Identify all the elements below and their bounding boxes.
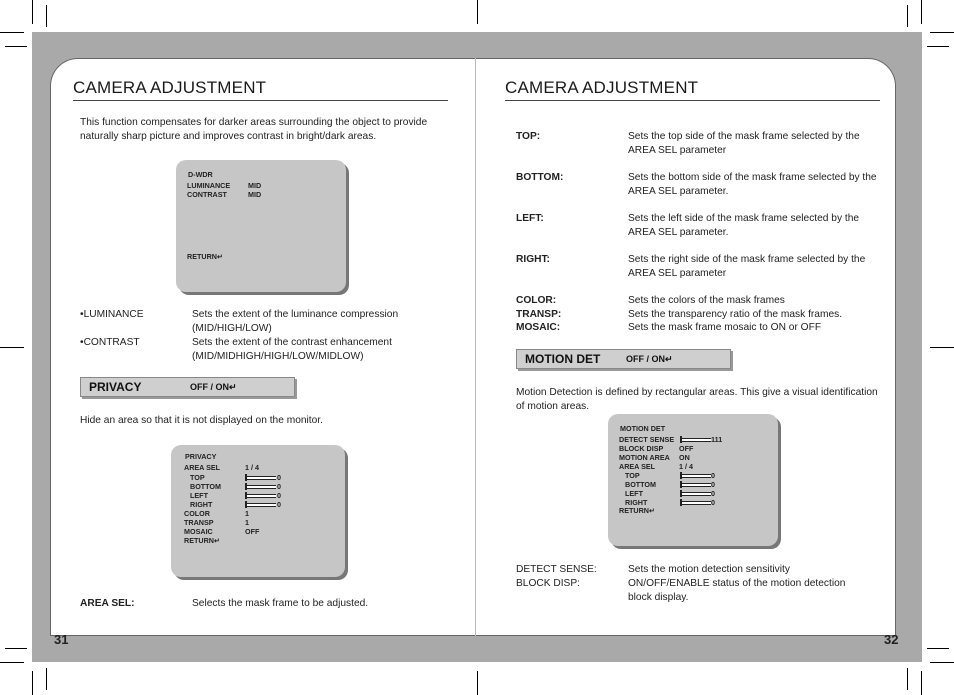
page-number: 31	[54, 632, 69, 647]
detect-sense-slider	[681, 438, 711, 442]
osd-label: RIGHT	[625, 498, 648, 507]
desc-bottom: Sets the bottom side of the mask frame selected by the	[628, 172, 877, 183]
page-title: CAMERA ADJUSTMENT	[505, 78, 699, 97]
left-slider	[681, 492, 711, 496]
right-slider	[246, 503, 276, 507]
crop-mark	[0, 662, 24, 663]
osd-value: ON	[679, 453, 690, 462]
osd-value: OFF	[679, 444, 694, 453]
osd-label: COLOR	[184, 509, 210, 518]
crop-mark	[927, 648, 949, 649]
desc-luminance: (MID/HIGH/LOW)	[192, 323, 272, 334]
crop-mark	[921, 671, 922, 695]
top-slider	[681, 474, 711, 478]
osd-label: BOTTOM	[190, 482, 222, 491]
term-mosaic: MOSAIC:	[516, 322, 561, 333]
osd-value: MID	[248, 190, 262, 199]
osd-value: 0	[711, 498, 715, 507]
bottom-slider	[681, 483, 711, 487]
crop-mark	[921, 0, 922, 24]
term-luminance: •LUMINANCE	[80, 309, 144, 320]
osd-value: 0	[277, 500, 281, 509]
desc-block-disp: ON/OFF/ENABLE status of the motion detection	[628, 578, 846, 589]
crop-mark	[927, 46, 949, 47]
osd-value: 1	[245, 509, 249, 518]
crop-mark	[930, 347, 954, 348]
crop-mark	[5, 648, 27, 649]
crop-mark	[0, 347, 24, 348]
crop-mark	[907, 668, 908, 690]
osd-value: 0	[277, 473, 281, 482]
banner-title: PRIVACY	[89, 380, 142, 394]
desc-area-sel: Selects the mask frame to be adjusted.	[192, 598, 369, 609]
privacy-osd-menu	[171, 445, 345, 577]
osd-value: 1	[245, 518, 249, 527]
osd-label: TRANSP	[184, 518, 214, 527]
osd-title: PRIVACY	[185, 452, 217, 461]
osd-value: MID	[248, 181, 262, 190]
term-area-sel: AREA SEL:	[80, 598, 135, 609]
left-slider	[246, 494, 276, 498]
motion-intro: of motion areas.	[516, 401, 590, 412]
term-right: RIGHT:	[516, 254, 550, 265]
osd-return: RETURN↵	[187, 252, 223, 261]
desc-left: AREA SEL parameter.	[628, 227, 729, 238]
desc-block-disp: block display.	[628, 592, 689, 603]
osd-label: MOTION AREA	[619, 453, 670, 462]
osd-label: AREA SEL	[619, 462, 656, 471]
right-slider	[681, 501, 711, 505]
desc-detect-sense: Sets the motion detection sensitivity	[628, 564, 790, 575]
crop-mark	[32, 0, 33, 24]
bottom-slider	[246, 485, 276, 489]
desc-right: AREA SEL parameter	[628, 268, 727, 279]
page-spine	[475, 58, 476, 636]
term-color: COLOR:	[516, 295, 557, 306]
term-bottom: BOTTOM:	[516, 172, 564, 183]
osd-title: D-WDR	[188, 170, 213, 179]
crop-mark	[46, 668, 47, 690]
crop-mark	[907, 5, 908, 27]
title-rule	[505, 100, 880, 101]
term-detect-sense: DETECT SENSE:	[516, 564, 597, 575]
desc-right: Sets the right side of the mask frame selected by the	[628, 254, 866, 265]
crop-mark	[0, 32, 24, 33]
crop-mark	[32, 671, 33, 695]
osd-value: 0	[711, 471, 715, 480]
intro-line: This function compensates for darker areas surrounding the object to provide	[80, 117, 428, 128]
desc-transp: Sets the transparency ratio of the mask frames.	[628, 309, 843, 320]
term-contrast: •CONTRAST	[80, 337, 140, 348]
term-top: TOP:	[516, 131, 541, 142]
osd-label: TOP	[190, 473, 205, 482]
term-transp: TRANSP:	[516, 309, 562, 320]
crop-mark	[930, 32, 954, 33]
crop-mark	[46, 5, 47, 27]
osd-value: 0	[711, 489, 715, 498]
desc-top: AREA SEL parameter	[628, 145, 727, 156]
motion-det-osd-menu	[608, 414, 778, 546]
desc-color: Sets the colors of the mask frames	[628, 295, 785, 306]
banner-setting: OFF / ON↵	[190, 382, 237, 392]
page-title: CAMERA ADJUSTMENT	[73, 78, 267, 97]
osd-value: 1 / 4	[245, 463, 259, 472]
osd-title: MOTION DET	[620, 424, 666, 433]
osd-label: MOSAIC	[184, 527, 213, 536]
desc-contrast: Sets the extent of the contrast enhancement	[192, 337, 392, 348]
osd-label: BOTTOM	[625, 480, 657, 489]
osd-label: LEFT	[625, 489, 643, 498]
term-left: LEFT:	[516, 213, 544, 224]
osd-label: LEFT	[190, 491, 208, 500]
desc-bottom: AREA SEL parameter.	[628, 186, 729, 197]
top-slider	[246, 476, 276, 480]
privacy-intro: Hide an area so that it is not displayed on the monitor.	[80, 415, 323, 426]
osd-value: 0	[277, 491, 281, 500]
banner-setting: OFF / ON↵	[626, 354, 673, 364]
banner-title: MOTION DET	[525, 352, 601, 366]
intro-line: naturally sharp picture and improves contrast in bright/dark areas.	[80, 131, 377, 142]
motion-det-banner	[516, 349, 731, 369]
term-block-disp: BLOCK DISP:	[516, 578, 580, 589]
osd-value: OFF	[245, 527, 260, 536]
desc-left: Sets the left side of the mask frame selected by the	[628, 213, 860, 224]
motion-intro: Motion Detection is defined by rectangular areas. This give a visual identification	[516, 387, 878, 398]
crop-mark	[477, 0, 478, 24]
desc-mosaic: Sets the mask frame mosaic to ON or OFF	[628, 322, 822, 333]
desc-contrast: (MID/MIDHIGH/HIGH/LOW/MIDLOW)	[192, 351, 364, 362]
osd-label: DETECT SENSE	[619, 435, 675, 444]
osd-value: 0	[277, 482, 281, 491]
crop-mark	[5, 46, 27, 47]
osd-return: RETURN↵	[619, 506, 655, 515]
osd-label: CONTRAST	[187, 190, 227, 199]
privacy-banner	[80, 377, 295, 397]
osd-return: RETURN↵	[184, 536, 220, 545]
crop-mark	[477, 671, 478, 695]
desc-luminance: Sets the extent of the luminance compression	[192, 309, 399, 320]
crop-mark	[930, 662, 954, 663]
osd-label: RIGHT	[190, 500, 213, 509]
title-rule	[73, 100, 448, 101]
osd-label: LUMINANCE	[187, 181, 231, 190]
desc-top: Sets the top side of the mask frame selected by the	[628, 131, 860, 142]
osd-label: TOP	[625, 471, 640, 480]
osd-label: BLOCK DISP	[619, 444, 664, 453]
page-number: 32	[884, 632, 899, 647]
osd-value: 0	[711, 480, 715, 489]
osd-label: AREA SEL	[184, 463, 221, 472]
osd-value: 1 / 4	[679, 462, 693, 471]
osd-value: 111	[711, 435, 723, 444]
dwdr-osd-menu	[176, 160, 346, 292]
